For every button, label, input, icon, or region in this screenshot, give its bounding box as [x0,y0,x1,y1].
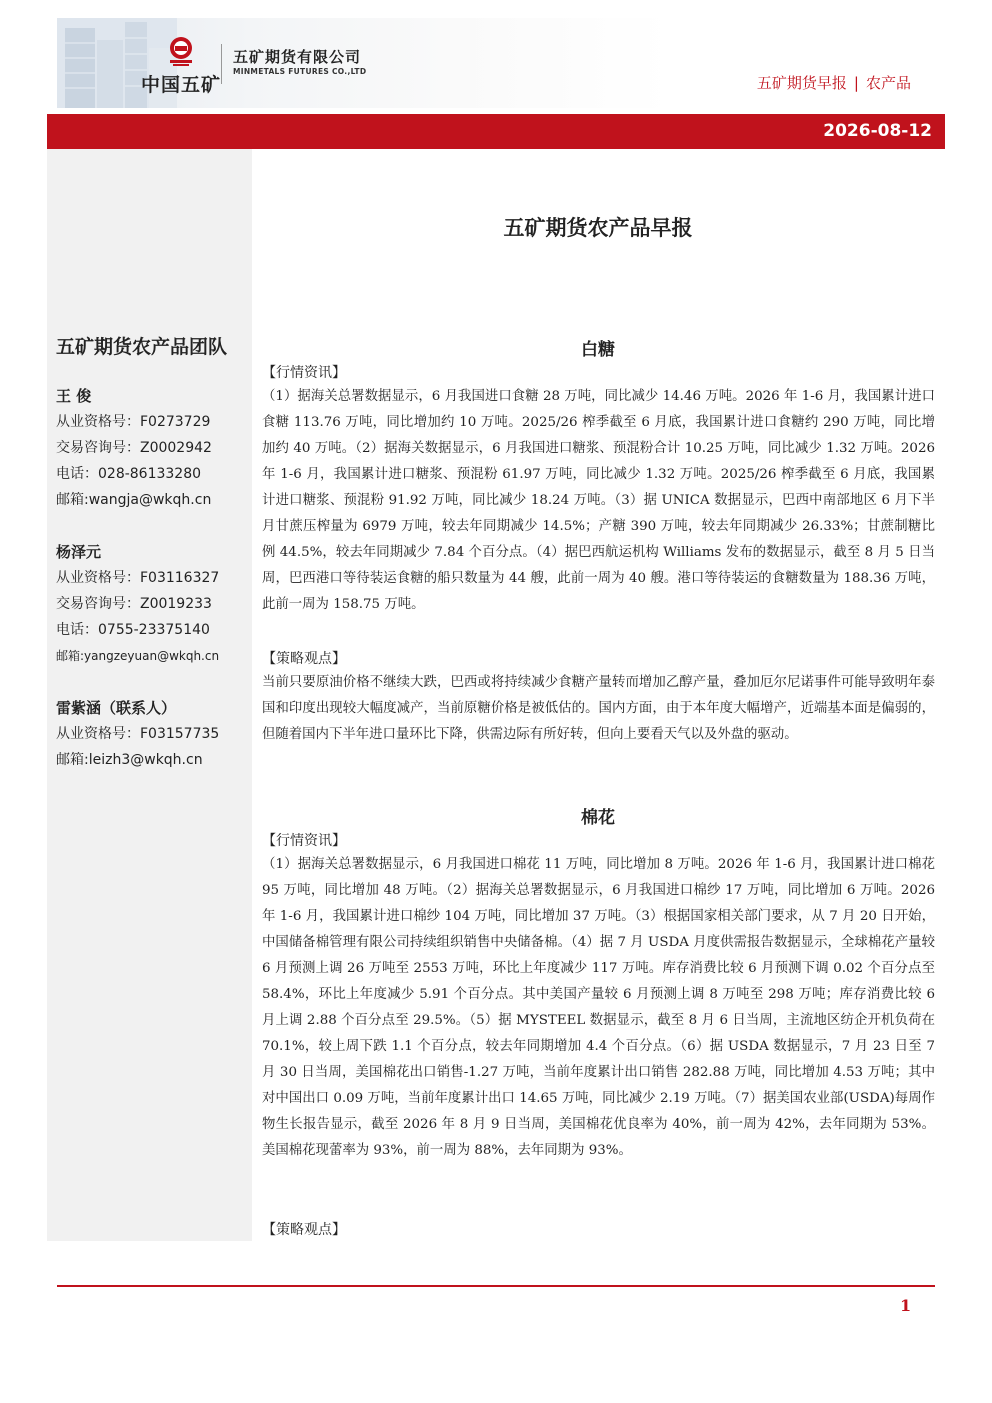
analyst-card [56,539,252,669]
team-title: 五矿期货农产品团队 [56,336,228,358]
page-number: 1 [900,1296,912,1315]
header-separator: | [853,74,859,92]
analyst-card [56,383,252,513]
footer-divider [57,1285,935,1287]
team-sidebar [47,149,252,1241]
analyst-consult-number: 交易咨询号：Z0002942 [56,440,212,456]
logo-text: 中国五矿 [141,74,222,96]
analyst-license: 从业资格号：F03157735 [56,726,220,742]
sugar-news-tag: 【行情资讯】 [262,365,346,381]
analyst-email[interactable]: 邮箱:yangzeyuan@wkqh.cn [56,649,220,663]
document-title: 五矿期货农产品早报 [503,216,693,240]
analyst-license: 从业资格号：F0273729 [56,414,211,430]
analyst-name: 王 俊 [56,387,92,405]
analyst-name: 杨泽元 [56,543,102,561]
analyst-email[interactable]: 邮箱:wangja@wkqh.cn [56,492,212,508]
analyst-email[interactable]: 邮箱:leizh3@wkqh.cn [56,752,203,768]
minmetals-logo-icon [164,34,198,68]
analyst-consult-number: 交易咨询号：Z0019233 [56,596,212,612]
analyst-phone: 电话：0755-23375140 [56,622,210,638]
company-name-cn: 五矿期货有限公司 [233,48,362,66]
sugar-view-paragraph: 当前只要原油价格不继续大跌，巴西或将持续减少食糖产量转而增加乙醇产量，叠加厄尔尼诺事件可能导致明年泰国和印度出现较大幅度减产，当前原糖价格是被低估的。国内方面，由于本年度大幅增产，近端基本面是偏弱的，但随着国内下半年进口量环比下降，供需边际有所好转，但向上要看天气以及外盘的驱动。 [262,675,935,742]
analyst-name: 雷紫涵（联系人） [56,699,177,717]
report-date: 2026-08-12 [823,121,932,141]
sugar-news-paragraph: （1）据海关总署数据显示，6 月我国进口食糖 28 万吨，同比减少 14.46 万吨。2026 年 1-6 月，我国累计进口食糖 113.76 万吨，同比增加约 10 万吨。2025/26 榨季截至 6 月底，我国累计进口食糖约 290 万吨，同比增加约 40 万吨。（2）据海关数据显示，6 月我国进口糖浆、预混粉合计 10.25 万吨，同比减少 1.32 万吨。2026 年 1-6 月，我国累计进口糖浆、预混粉 61.97 万吨，同比减少 1.32 万吨。2025/26 榨季截至 6 月底，我国累计进口糖浆、预混粉 91.92 万吨，同比减少 18.24 万吨。（3）据 UNICA 数据显示，巴西中南部地区 6 月下半月甘蔗压榨量为 6979 万吨，较去年同期减少 14.5%；产糖 390 万吨，较去年同期减少 26.33%；甘蔗制糖比例 44.5%，较去年同期减少 7.84 个百分点。（4）据巴西航运机构 Williams 发布的数据显示，截至 8 月 5 日当周，巴西港口等待装运食糖的船只数量为 44 艘，此前一周为 40 艘。港口等待装运的食糖数量为 188.36 万吨，此前一周为 158.75 万吨。 [262,389,935,612]
analyst-phone: 电话：028-86133280 [56,466,202,482]
report-header [57,18,935,108]
report-category-label: 农产品 [865,74,911,92]
cotton-news-tag: 【行情资讯】 [262,833,346,849]
cotton-view-tag: 【策略观点】 [262,1222,346,1238]
analyst-card [56,695,252,773]
cotton-news-paragraph: （1）据海关总署数据显示，6 月我国进口棉花 11 万吨，同比增加 8 万吨。2026 年 1-6 月，我国累计进口棉花 95 万吨，同比增加 48 万吨。（2）据海关总署数据显示，6 月我国进口棉纱 17 万吨，同比增加 6 万吨。2026 年 1-6 月，我国累计进口棉纱 104 万吨，同比增加 37 万吨。（3）根据国家相关部门要求，从 7 月 20 日开始，中国储备棉管理有限公司持续组织销售中央储备棉。（4）据 7 月 USDA 月度供需报告数据显示，全球棉花产量较 6 月预测上调 26 万吨至 2553 万吨，环比上年度减少 117 万吨。库存消费比较 6 月预测下调 0.02 个百分点至 58.4%，环比上年度减少 5.91 个百分点。其中美国产量较 6 月预测上调 8 万吨至 298 万吨；库存消费比较 6 月上调 2.88 个百分点至 29.5%。（5）据 MYSTEEL 数据显示，截至 8 月 6 日当周，主流地区纺企开机负荷在 70.1%，较上周下跌 1.1 个百分点，较去年同期增加 4.4 个百分点。（6）据 USDA 数据显示，7 月 23 日至 7 月 30 日当周，美国棉花出口销售-1.27 万吨，当前年度累计出口销售 282.88 万吨，同比增加 4.53 万吨；其中对中国出口 0.09 万吨，当前年度累计出口 14.65 万吨，同比减少 2.19 万吨。（7）据美国农业部(USDA)每周作物生长报告显示，截至 2026 年 8 月 9 日当周，美国棉花优良率为 40%，前一周为 42%，去年同期为 53%。美国棉花现蕾率为 93%，前一周为 88%，去年同期为 93%。 [262,857,935,1158]
report-category [757,72,911,93]
section-title-cotton: 棉花 [581,808,615,828]
logo-divider [221,44,222,84]
date-banner [47,114,945,149]
sugar-view-tag: 【策略观点】 [262,651,346,667]
section-title-sugar: 白糖 [581,340,615,360]
company-name-en: MINMETALS FUTURES CO.,LTD [233,67,367,76]
analyst-license: 从业资格号：F03116327 [56,570,220,586]
report-type: 五矿期货早报 [756,74,847,92]
